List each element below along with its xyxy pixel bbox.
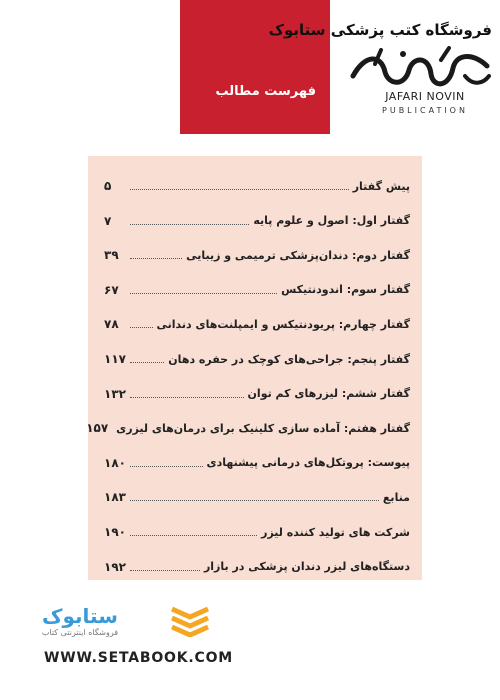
toc-entry-title: گفتار پنجم: جراحی‌های کوچک در حفره دهان [168, 352, 410, 366]
toc-entry [86, 418, 410, 438]
toc-entry-title: دستگاه‌های لیزر دندان پزشکی در بازار [203, 560, 410, 574]
toc-dot-leader [130, 456, 203, 467]
toc-entry-title: شرکت های تولید کننده لیزر [261, 525, 410, 539]
toc-entry-page: ۷۸ [104, 317, 119, 332]
toc-entry [104, 487, 410, 507]
stacked-chevron-icon [168, 603, 212, 637]
toc-entry-page: ۱۸۰ [104, 455, 126, 470]
toc-entry-page: ۵ [104, 179, 112, 193]
toc-dot-leader [130, 387, 244, 398]
toc-entry-page: ۱۱۷ [104, 352, 126, 366]
toc-entry-page: ۱۵۷ [86, 421, 109, 436]
toc-entry-title: گفتار اول: اصول و علوم پایه [253, 214, 410, 228]
toc-entry-page: ۱۹۰ [104, 525, 126, 539]
toc-dot-leader [130, 560, 200, 571]
toc-entry-page: ۶۷ [104, 282, 119, 297]
toc-entry-title: پیوست: پروتکل‌های درمانی پیشنهادی [206, 456, 410, 470]
toc-entry-page: ۷ [104, 213, 112, 228]
setabook-name: ستابوک [42, 604, 118, 628]
toc-dot-leader [130, 214, 249, 225]
toc-entry-title: گفتار چهارم: پریودنتیکس و ایمپلنت‌های دندانی [156, 317, 410, 331]
toc-entry-page: ۱۸۳ [104, 490, 126, 505]
toc-dot-leader [130, 352, 164, 363]
toc-entry-title: گفتار ششم: لیزرهای کم توان [247, 387, 410, 401]
toc-dot-leader [130, 317, 153, 328]
toc-dot-leader [130, 490, 379, 501]
toc-entry [104, 522, 410, 542]
toc-entry-page: ۱۳۲ [104, 386, 126, 401]
toc-entry [104, 557, 410, 577]
toc-entry [104, 211, 410, 231]
toc-entry-page: ۳۹ [104, 248, 119, 263]
toc-dot-leader [130, 248, 182, 259]
toc-entry [104, 314, 410, 334]
publisher-name: JAFARI NOVIN [385, 90, 465, 103]
publisher-logo-icon [345, 46, 495, 92]
toc-entry-title: گفتار هفتم: آماده سازی کلینیک برای درمان‌های لیزری [116, 421, 410, 435]
setabook-url[interactable]: WWW.SETABOOK.COM [44, 650, 233, 666]
toc-entry-title: پیش گفتار [352, 179, 410, 193]
toc-dot-leader [130, 283, 277, 294]
banner-title: فهرست مطالب [215, 84, 316, 99]
toc-entry-page: ۱۹۲ [104, 559, 126, 574]
toc-entry [104, 453, 410, 473]
toc-entry-title: منابع [382, 490, 410, 504]
toc-entry-title: گفتار دوم: دندان‌پزشکی ترمیمی و زیبایی [186, 248, 410, 262]
toc-entry [104, 245, 410, 265]
toc-entry [104, 349, 410, 369]
toc-entry-title: گفتار سوم: اندودنتیکس [281, 283, 410, 297]
publisher-subtitle: PUBLICATION [382, 106, 468, 115]
toc-dot-leader [130, 179, 349, 190]
toc-entry [104, 280, 410, 300]
toc-entry [104, 384, 410, 404]
store-title: فروشگاه کتب پزشکی ستابوک [268, 21, 492, 39]
toc-entry [104, 176, 410, 196]
toc-dot-leader [130, 525, 257, 536]
setabook-tagline: فروشگاه اینترنتی کتاب [41, 628, 119, 637]
